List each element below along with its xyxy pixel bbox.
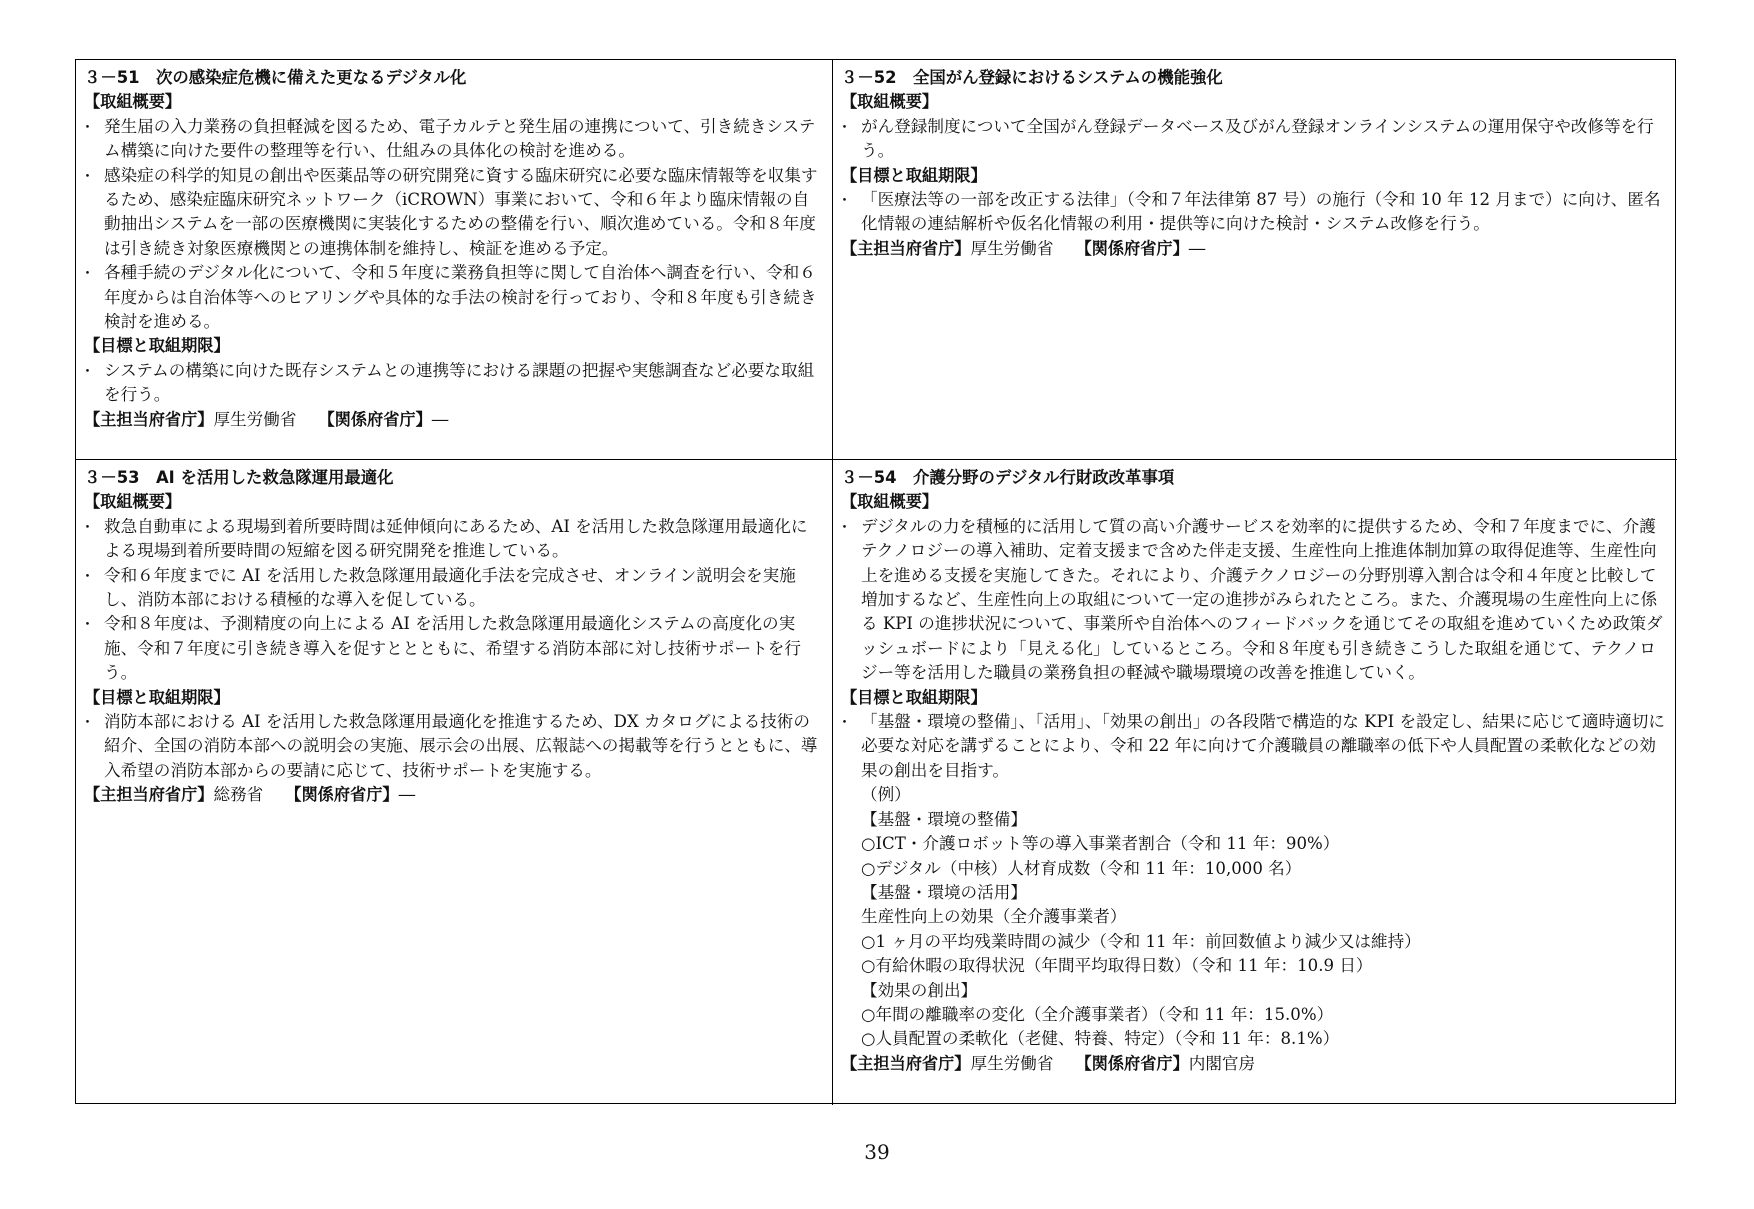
related-ministry-label: 【関係府省庁】 (1075, 1053, 1189, 1073)
example-line: 【効果の創出】 (861, 980, 978, 1000)
lead-ministry-label: 【主担当府省庁】 (841, 1053, 971, 1073)
related-ministry-label: 【関係府省庁】 (318, 409, 432, 429)
overview-heading: 【取組概要】 (841, 92, 939, 112)
goal-list (84, 359, 822, 408)
section-title: ３－54 介護分野のデジタル行財政改革事項 (841, 468, 1175, 487)
ministry-line (841, 237, 1667, 261)
ministry-line (841, 1052, 1667, 1076)
lead-ministry-label: 【主担当府省庁】 (841, 238, 971, 258)
example-line: ○デジタル（中核）人材育成数（令和 11 年：10,000 名） (861, 858, 1302, 878)
overview-list (841, 115, 1667, 164)
section-3-54 (833, 460, 1677, 1105)
ministry-line (84, 408, 822, 432)
overview-list (841, 515, 1667, 686)
page-number: 39 (864, 1140, 890, 1164)
lead-ministry-label: 【主担当府省庁】 (84, 785, 214, 805)
example-line: ○年間の離職率の変化（全介護事業者）（令和 11 年：15.0%） (861, 1004, 1334, 1024)
list-item: ・ 令和６年度までに AI を活用した救急隊運用最適化手法を完成させ、オンライン説明会を実施し、消防本部における積極的な導入を促している。 (84, 564, 822, 613)
section-title: ３－51 次の感染症危機に備えた更なるデジタル化 (84, 68, 467, 87)
related-ministry-value: ― (1188, 238, 1206, 258)
lead-ministry-value: 厚生労働省 (970, 1053, 1054, 1073)
goal-heading: 【目標と取組期限】 (841, 165, 987, 185)
list-item: ・ 発生届の入力業務の負担軽減を図るため、電子カルテと発生届の連携について、引き続きシステム構築に向けた要件の整理等を行い、仕組みの具体化の検討を進める。 (84, 115, 822, 164)
example-line: （例） (861, 785, 911, 805)
example-line: ○人員配置の柔軟化（老健、特養、特定）（令和 11 年：8.1%） (861, 1029, 1340, 1049)
lead-ministry-value: 厚生労働省 (213, 409, 297, 429)
related-ministry-label: 【関係府省庁】 (1075, 238, 1189, 258)
section-3-51 (76, 60, 833, 460)
goal-list (84, 710, 822, 783)
overview-list (84, 515, 822, 686)
goal-heading: 【目標と取組期限】 (841, 687, 987, 707)
lead-ministry-value: 厚生労働省 (970, 238, 1054, 258)
list-item: ・ 「基盤・環境の整備」、「活用」、「効果の創出」の各段階で構造的な KPI を設定し、結果に応じて適時適切に必要な対応を講ずることにより、令和 22 年に向けて介護職員の離職率の低下や人員配置の柔軟化などの効果の創出を目指す。 (841, 710, 1667, 783)
example-line: 【基盤・環境の活用】 (861, 882, 1027, 902)
section-3-53 (76, 460, 833, 1105)
list-item: ・ 救急自動車による現場到着所要時間は延伸傾向にあるため、AI を活用した救急隊運用最適化による現場到着所要時間の短縮を図る研究開発を推進している。 (84, 515, 822, 564)
example-line: 【基盤・環境の整備】 (861, 809, 1027, 829)
section-title: ３－53 AI を活用した救急隊運用最適化 (84, 468, 394, 487)
overview-heading: 【取組概要】 (841, 492, 939, 512)
lead-ministry-value: 総務省 (213, 785, 264, 805)
related-ministry-value: ― (398, 785, 416, 805)
list-item: ・ 「医療法等の一部を改正する法律」（令和７年法律第 87 号）の施行（令和 10 年 12 月まで）に向け、匿名化情報の連結解析や仮名化情報の利用・提供等に向けた検討・システム改修を行う。 (841, 188, 1667, 237)
list-item: ・ デジタルの力を積極的に活用して質の高い介護サービスを効率的に提供するため、令和７年度までに、介護テクノロジーの導入補助、定着支援まで含めた伴走支援、生産性向上推進体制加算の取得促進等、生産性向上を進める支援を実施してきた。それにより、介護テクノロジーの分野別導入割合は令和４年度と比較して増加するなど、生産性向上の取組について一定の進捗がみられたところ。また、介護現場の生産性向上に係る KPI の進捗状況について、事業所や自治体へのフィードバックを通じてその取組を進めていくため政策ダッシュボードにより「見える化」しているところ。令和８年度も引き続きこうした取組を通じて、テクノロジー等を活用した職員の業務負担の軽減や職場環境の改善を推進していく。 (841, 515, 1667, 686)
related-ministry-label: 【関係府省庁】 (285, 785, 399, 805)
example-line: 生産性向上の効果（全介護事業者） (861, 907, 1127, 927)
example-line: ○ICT・介護ロボット等の導入事業者割合（令和 11 年：90%） (861, 834, 1340, 854)
ministry-line (84, 783, 822, 807)
document-table (75, 59, 1676, 1104)
goal-list (841, 188, 1667, 237)
list-item: ・ がん登録制度について全国がん登録データベース及びがん登録オンラインシステムの運用保守や改修等を行う。 (841, 115, 1667, 164)
example-line: ○有給休暇の取得状況（年間平均取得日数）（令和 11 年：10.9 日） (861, 956, 1373, 976)
overview-heading: 【取組概要】 (84, 492, 182, 512)
goal-heading: 【目標と取組期限】 (84, 687, 230, 707)
goal-heading: 【目標と取組期限】 (84, 336, 230, 356)
overview-heading: 【取組概要】 (84, 92, 182, 112)
list-item: ・ システムの構築に向けた既存システムとの連携等における課題の把握や実態調査など必要な取組を行う。 (84, 359, 822, 408)
list-item: ・ 令和８年度は、予測精度の向上による AI を活用した救急隊運用最適化システムの高度化の実施、令和７年度に引き続き導入を促すととともに、希望する消防本部に対し技術サポートを行う。 (84, 612, 822, 685)
example-line: ○1 ヶ月の平均残業時間の減少（令和 11 年：前回数値より減少又は維持） (861, 931, 1421, 951)
list-item: ・ 各種手続のデジタル化について、令和５年度に業務負担等に関して自治体へ調査を行い、令和６年度からは自治体等へのヒアリングや具体的な手法の検討を行っており、令和８年度も引き続き検討を進める。 (84, 261, 822, 334)
section-title: ３－52 全国がん登録におけるシステムの機能強化 (841, 68, 1223, 87)
goal-list (841, 710, 1667, 783)
overview-list (84, 115, 822, 335)
list-item: ・ 感染症の科学的知見の創出や医薬品等の研究開発に資する臨床研究に必要な臨床情報等を収集するため、感染症臨床研究ネットワーク（iCROWN）事業において、令和６年より臨床情報の自動抽出システムを一部の医療機関に実装化するための整備を行い、順次進めている。令和８年度は引き続き対象医療機関との連携体制を維持し、検証を進める予定。 (84, 164, 822, 262)
section-3-52 (833, 60, 1677, 460)
lead-ministry-label: 【主担当府省庁】 (84, 409, 214, 429)
list-item: ・ 消防本部における AI を活用した救急隊運用最適化を推進するため、DX カタログによる技術の紹介、全国の消防本部への説明会の実施、展示会の出展、広報誌への掲載等を行うとともに、導入希望の消防本部からの要請に応じて、技術サポートを実施する。 (84, 710, 822, 783)
related-ministry-value: ― (431, 409, 449, 429)
kpi-examples (841, 783, 1667, 1051)
related-ministry-value: 内閣官房 (1188, 1053, 1256, 1073)
